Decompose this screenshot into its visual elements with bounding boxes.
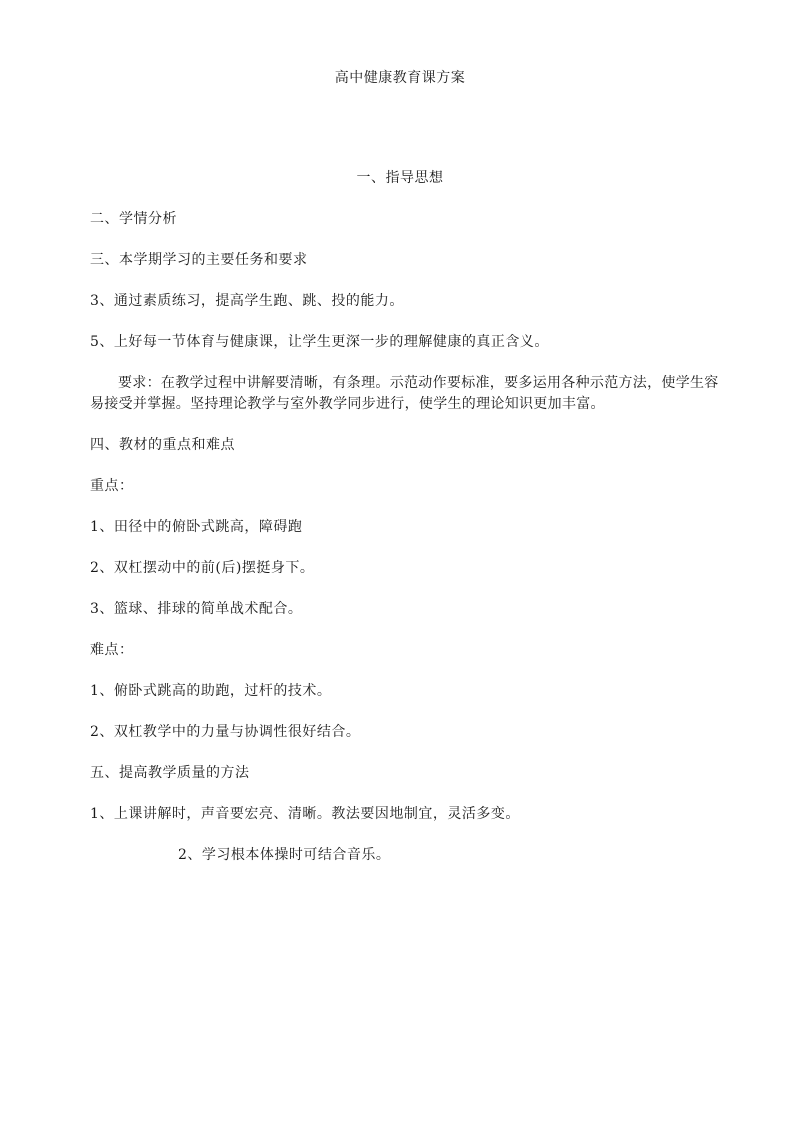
section-heading-guiding-ideology: 一、指导思想 <box>356 170 444 186</box>
method-1: 1、上课讲解时，声音要宏亮、清晰。教法要因地制宜，灵活多变。 <box>90 806 520 822</box>
task-item-5: 5、上好每一节体育与健康课，让学生更深一步的理解健康的真正含义。 <box>90 334 549 350</box>
key-point-1: 1、田径中的俯卧式跳高，障碍跑 <box>90 519 303 535</box>
section-heading-student-analysis: 二、学情分析 <box>90 211 177 227</box>
key-points-label: 重点： <box>90 478 134 494</box>
key-point-3: 3、篮球、排球的简单战术配合。 <box>90 601 303 617</box>
section-heading-teaching-methods: 五、提高教学质量的方法 <box>90 765 250 781</box>
section-heading-main-tasks: 三、本学期学习的主要任务和要求 <box>90 252 308 268</box>
document-title: 高中健康教育课方案 <box>334 70 466 86</box>
section-heading-key-difficult-points: 四、教材的重点和难点 <box>90 437 235 453</box>
difficulty-1: 1、俯卧式跳高的助跑，过杆的技术。 <box>90 683 332 699</box>
method-2: 2、学习根本体操时可结合音乐。 <box>178 847 391 863</box>
key-point-2: 2、双杠摆动中的前(后)摆挺身下。 <box>90 560 315 576</box>
requirements-paragraph: 要求：在教学过程中讲解要清晰，有条理。示范动作要标准，要多运用各种示范方法，使学生容易接受并掌握。坚持理论教学与室外教学同步进行，使学生的理论知识更加丰富。 <box>90 375 719 412</box>
difficulties-label: 难点： <box>90 642 134 658</box>
difficulty-2: 2、双杠教学中的力量与协调性很好结合。 <box>90 724 361 740</box>
task-item-3: 3、通过素质练习，提高学生跑、跳、投的能力。 <box>90 293 404 309</box>
